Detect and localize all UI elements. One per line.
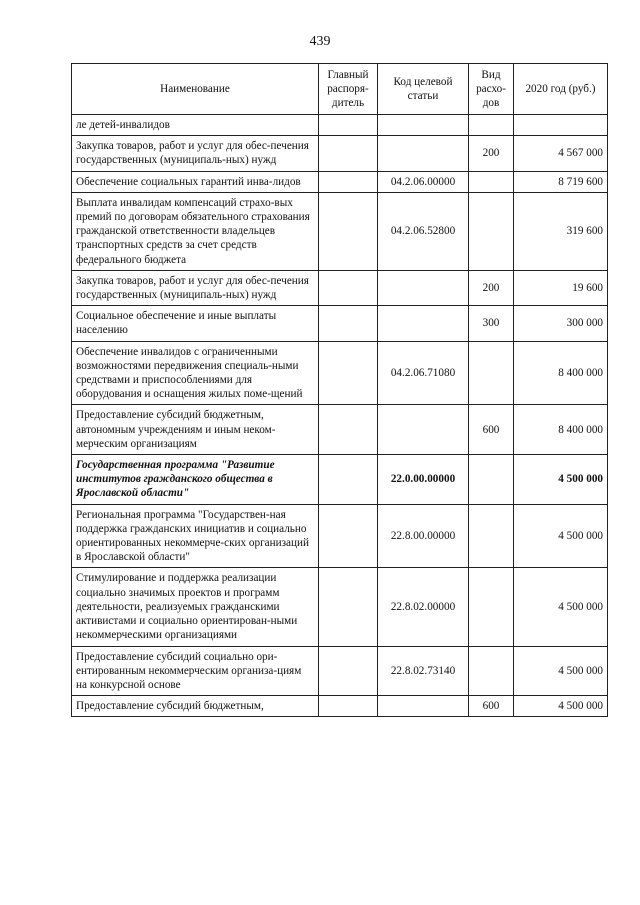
table-row (72, 171, 608, 192)
cell-ministry (319, 405, 378, 455)
cell-type (469, 568, 514, 646)
cell-name: Закупка товаров, работ и услуг для обес-печения государственных (муниципаль-ных) нужд (72, 270, 319, 305)
table-row (72, 192, 608, 270)
budget-table (71, 63, 608, 717)
cell-amount: 319 600 (514, 192, 608, 270)
cell-type (469, 341, 514, 405)
cell-code: 22.8.00.00000 (378, 504, 469, 568)
cell-ministry (319, 504, 378, 568)
cell-code: 22.8.02.00000 (378, 568, 469, 646)
cell-type: 200 (469, 270, 514, 305)
cell-type: 200 (469, 136, 514, 171)
cell-name: Выплата инвалидам компенсаций страхо-вых премий по договорам обязательного страхования гражданской ответственности владельцев транспортных средств за счет средств федерального бюджета (72, 192, 319, 270)
header-name: Наименование (72, 64, 319, 115)
cell-code (378, 270, 469, 305)
cell-amount: 4 567 000 (514, 136, 608, 171)
cell-code: 04.2.06.52800 (378, 192, 469, 270)
table-row (72, 504, 608, 568)
header-expense-type: Вид расхо-дов (469, 64, 514, 115)
cell-code (378, 115, 469, 136)
cell-name: Закупка товаров, работ и услуг для обес-печения государственных (муниципаль-ных) нужд (72, 136, 319, 171)
cell-type (469, 455, 514, 505)
table-row (72, 136, 608, 171)
table-body (72, 115, 608, 717)
cell-ministry (319, 306, 378, 341)
cell-code (378, 696, 469, 717)
cell-ministry (319, 115, 378, 136)
cell-ministry (319, 696, 378, 717)
table-row (72, 306, 608, 341)
cell-amount: 4 500 000 (514, 696, 608, 717)
cell-amount: 4 500 000 (514, 504, 608, 568)
cell-amount: 8 719 600 (514, 171, 608, 192)
page-number: 439 (309, 34, 331, 49)
cell-type (469, 646, 514, 696)
header-code: Код целевой статьи (378, 64, 469, 115)
cell-type (469, 192, 514, 270)
cell-amount: 4 500 000 (514, 455, 608, 505)
cell-code (378, 405, 469, 455)
header-ministry: Главный распоря-дитель (319, 64, 378, 115)
cell-name: Социальное обеспечение и иные выплаты населению (72, 306, 319, 341)
cell-code (378, 136, 469, 171)
cell-type (469, 504, 514, 568)
cell-ministry (319, 270, 378, 305)
cell-amount: 8 400 000 (514, 405, 608, 455)
table-row (72, 405, 608, 455)
table-header-row (72, 64, 608, 115)
cell-name: Обеспечение инвалидов с ограниченными возможностями передвижения специаль-ными средствами и приспособлениями для оборудования и оснащения жилых поме-щений (72, 341, 319, 405)
cell-name: Предоставление субсидий социально ори-ентированным некоммерческим организа-циям на конкурсной основе (72, 646, 319, 696)
cell-amount (514, 115, 608, 136)
table-row (72, 455, 608, 505)
cell-code: 22.8.02.73140 (378, 646, 469, 696)
cell-type: 300 (469, 306, 514, 341)
table-row (72, 270, 608, 305)
cell-ministry (319, 341, 378, 405)
cell-code: 04.2.06.71080 (378, 341, 469, 405)
cell-amount: 4 500 000 (514, 568, 608, 646)
cell-amount: 300 000 (514, 306, 608, 341)
cell-name: Стимулирование и поддержка реализации социально значимых проектов и программ деятельности, реализуемых гражданскими активистами и социально ориентирован-ными некоммерческими организациями (72, 568, 319, 646)
cell-name: Государственная программа "Развитие институтов гражданского общества в Ярославской области" (72, 455, 319, 505)
cell-type (469, 115, 514, 136)
table-row (72, 646, 608, 696)
cell-amount: 4 500 000 (514, 646, 608, 696)
header-amount: 2020 год (руб.) (514, 64, 608, 115)
cell-type: 600 (469, 696, 514, 717)
cell-name: ле детей-инвалидов (72, 115, 319, 136)
table-row (72, 115, 608, 136)
table-row (72, 341, 608, 405)
cell-code (378, 306, 469, 341)
cell-ministry (319, 568, 378, 646)
cell-ministry (319, 171, 378, 192)
cell-amount: 19 600 (514, 270, 608, 305)
cell-name: Предоставление субсидий бюджетным, (72, 696, 319, 717)
cell-code: 22.0.00.00000 (378, 455, 469, 505)
cell-ministry (319, 192, 378, 270)
cell-ministry (319, 136, 378, 171)
cell-type: 600 (469, 405, 514, 455)
table-row (72, 568, 608, 646)
cell-type (469, 171, 514, 192)
cell-ministry (319, 455, 378, 505)
cell-name: Региональная программа "Государствен-ная поддержка гражданских инициатив и социально ориентированных некоммерче-ских организаций в Ярославской области" (72, 504, 319, 568)
cell-name: Предоставление субсидий бюджетным, автономным учреждениям и иным неком-мерческим организациям (72, 405, 319, 455)
cell-code: 04.2.06.00000 (378, 171, 469, 192)
cell-ministry (319, 646, 378, 696)
table-row (72, 696, 608, 717)
cell-name: Обеспечение социальных гарантий инва-лидов (72, 171, 319, 192)
cell-amount: 8 400 000 (514, 341, 608, 405)
